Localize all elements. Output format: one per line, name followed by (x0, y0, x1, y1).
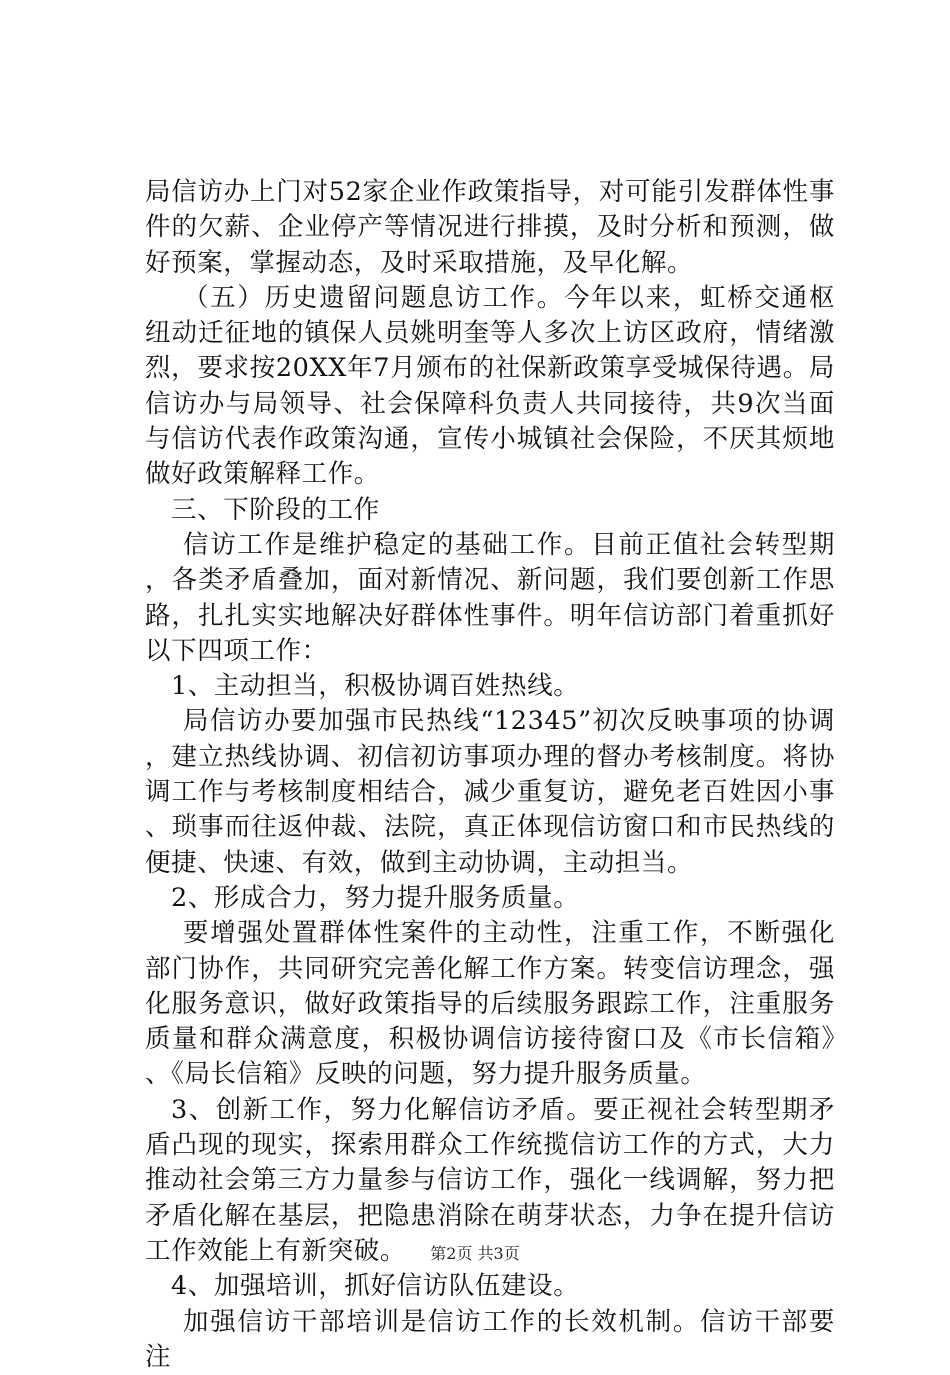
paragraph-item-1: 局信访办要加强市民热线“12345”初次反映事项的协调，建立热线协调、初信初访事项办理的督办考核制度。将协调工作与考核制度相结合，减少重复访，避免老百姓因小事、琐事而往返仲裁、法院，真正体现信访窗口和市民热线的便捷、快速、有效，做到主动协调，主动担当。 (145, 704, 835, 880)
page-number-footer: 第2页 共3页 (0, 1244, 950, 1264)
document-body (145, 175, 835, 1375)
paragraph-item-4: 加强信访干部培训是信访工作的长效机制。信访干部要注 (145, 1305, 835, 1375)
paragraph-item-2: 要增强处置群体性案件的主动性，注重工作，不断强化部门协作，共同研究完善化解工作方案。转变信访理念，强化服务意识，做好政策指导的后续服务跟踪工作，注重服务质量和群众满意度，积极协调信访接待窗口及《市长信箱》、《局长信箱》反映的问题，努力提升服务质量。 (145, 916, 835, 1092)
paragraph-continuation: 局信访办上门对52家企业作政策指导，对可能引发群体性事件的欠薪、企业停产等情况进行排摸，及时分析和预测，做好预案，掌握动态，及时采取措施，及早化解。 (145, 175, 835, 281)
item-heading-2: 2、形成合力，努力提升服务质量。 (145, 881, 835, 916)
item-heading-4: 4、加强培训，抓好信访队伍建设。 (145, 1269, 835, 1304)
paragraph-item-3: 3、创新工作，努力化解信访矛盾。要正视社会转型期矛盾凸现的现实，探索用群众工作统揽信访工作的方式，大力推动社会第三方力量参与信访工作，强化一线调解，努力把矛盾化解在基层，把隐患消除在萌芽状态，力争在提升信访工作效能上有新突破。 (145, 1093, 835, 1269)
section-heading-next-stage: 三、下阶段的工作 (145, 493, 835, 528)
item-heading-1: 1、主动担当，积极协调百姓热线。 (145, 669, 835, 704)
paragraph-section-five: （五）历史遗留问题息访工作。今年以来，虹桥交通枢纽动迁征地的镇保人员姚明奎等人多次上访区政府，情绪激烈，要求按20XX年7月颁布的社保新政策享受城保待遇。局信访办与局领导、社会保障科负责人共同接待，共9次当面与信访代表作政策沟通，宣传小城镇社会保险，不厌其烦地做好政策解释工作。 (145, 281, 835, 493)
paragraph-intro: 信访工作是维护稳定的基础工作。目前正值社会转型期，各类矛盾叠加，面对新情况、新问题，我们要创新工作思路，扎扎实实地解决好群体性事件。明年信访部门着重抓好以下四项工作： (145, 528, 835, 669)
